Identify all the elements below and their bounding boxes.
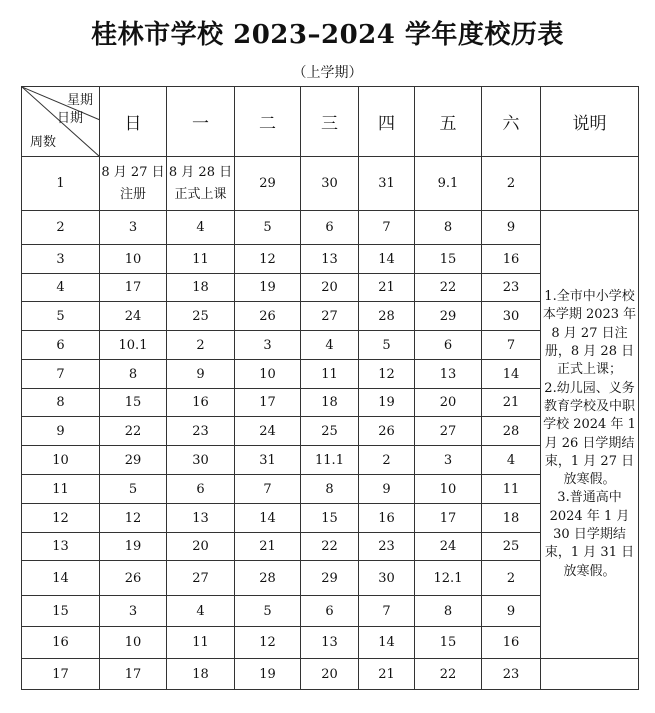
week-number-cell: 5 [22, 302, 100, 331]
date-cell: 6 [415, 331, 482, 360]
week-number-cell: 2 [22, 211, 100, 245]
date-cell: 17 [235, 389, 301, 417]
date-cell: 22 [301, 533, 359, 561]
date-cell: 16 [167, 389, 235, 417]
date-cell: 26 [100, 561, 167, 596]
week-number-cell: 12 [22, 504, 100, 533]
date-cell: 18 [301, 389, 359, 417]
table-row [22, 211, 639, 245]
week-number-cell: 7 [22, 360, 100, 389]
date-cell: 3 [235, 331, 301, 360]
date-cell: 4 [167, 211, 235, 245]
date-cell: 6 [167, 475, 235, 504]
notes-empty-cell [541, 659, 639, 690]
date-cell: 30 [301, 157, 359, 211]
date-cell: 9 [359, 475, 415, 504]
date-cell: 17 [100, 659, 167, 690]
date-cell: 6 [301, 211, 359, 245]
date-cell: 19 [235, 274, 301, 302]
date-cell: 20 [301, 274, 359, 302]
date-cell: 17 [415, 504, 482, 533]
date-cell: 26 [235, 302, 301, 331]
date-cell: 21 [482, 389, 541, 417]
week-number-cell: 15 [22, 596, 100, 627]
date-cell: 10 [100, 627, 167, 659]
date-cell: 28 [359, 302, 415, 331]
date-cell: 13 [415, 360, 482, 389]
date-cell: 25 [167, 302, 235, 331]
date-cell: 15 [301, 504, 359, 533]
date-cell: 15 [415, 245, 482, 274]
date-cell: 13 [301, 627, 359, 659]
date-cell: 11 [167, 245, 235, 274]
date-cell: 26 [359, 417, 415, 446]
date-cell: 24 [235, 417, 301, 446]
header-saturday: 六 [482, 87, 541, 157]
week-number-cell: 13 [22, 533, 100, 561]
date-cell: 29 [301, 561, 359, 596]
date-cell: 12 [100, 504, 167, 533]
week-number-cell: 14 [22, 561, 100, 596]
date-cell: 17 [100, 274, 167, 302]
header-thursday: 四 [359, 87, 415, 157]
note-item: 2.幼儿园、义务教育学校及中职学校 2024 年 1 月 26 日学期结束，1 月 27 日放寒假。 [543, 380, 636, 488]
date-cell: 28 [235, 561, 301, 596]
date-cell: 8 [100, 360, 167, 389]
date-cell: 10 [235, 360, 301, 389]
date-cell: 12.1 [415, 561, 482, 596]
date-cell: 14 [359, 245, 415, 274]
date-cell: 22 [415, 659, 482, 690]
page-title: 桂林市学校 2023–2024 学年度校历表 [91, 20, 564, 50]
header-tuesday: 二 [235, 87, 301, 157]
date-cell: 3 [415, 446, 482, 475]
date-cell: 4 [167, 596, 235, 627]
date-cell: 31 [235, 446, 301, 475]
date-cell: 19 [359, 389, 415, 417]
page-subtitle: （上学期） [292, 65, 363, 81]
date-cell: 31 [359, 157, 415, 211]
date-cell: 28 [482, 417, 541, 446]
week-number-cell: 8 [22, 389, 100, 417]
date-cell: 9.1 [415, 157, 482, 211]
date-cell: 24 [100, 302, 167, 331]
table-row [22, 157, 639, 211]
date-cell: 6 [301, 596, 359, 627]
notes-empty-cell [541, 157, 639, 211]
week-number-cell: 11 [22, 475, 100, 504]
date-cell: 23 [482, 659, 541, 690]
date-cell: 22 [415, 274, 482, 302]
date-cell: 4 [482, 446, 541, 475]
date-cell: 25 [482, 533, 541, 561]
date-cell: 12 [235, 245, 301, 274]
date-cell: 5 [235, 596, 301, 627]
date-cell: 21 [359, 659, 415, 690]
date-cell: 30 [359, 561, 415, 596]
corner-label-weekday: 星期 [66, 93, 93, 108]
date-cell: 27 [301, 302, 359, 331]
corner-header-cell [22, 87, 100, 157]
date-cell: 2 [482, 561, 541, 596]
date-cell: 13 [167, 504, 235, 533]
school-calendar-table [21, 86, 639, 690]
date-cell: 29 [415, 302, 482, 331]
date-cell: 3 [100, 596, 167, 627]
header-row [22, 87, 639, 157]
week-number-cell: 17 [22, 659, 100, 690]
header-sunday: 日 [100, 87, 167, 157]
date-cell: 29 [100, 446, 167, 475]
date-cell: 27 [415, 417, 482, 446]
week-number-cell: 3 [22, 245, 100, 274]
notes-cell [541, 211, 639, 659]
date-cell: 11.1 [301, 446, 359, 475]
date-cell: 16 [359, 504, 415, 533]
date-cell: 9 [167, 360, 235, 389]
date-cell: 19 [100, 533, 167, 561]
date-cell: 7 [235, 475, 301, 504]
date-cell: 8 [301, 475, 359, 504]
date-cell: 7 [359, 211, 415, 245]
date-cell: 23 [167, 417, 235, 446]
corner-label-date: 日期 [56, 111, 83, 126]
week-number-cell: 6 [22, 331, 100, 360]
date-cell: 8 月 28 日 正式上课 [167, 157, 235, 211]
date-cell: 10.1 [100, 331, 167, 360]
date-cell: 14 [235, 504, 301, 533]
week-number-cell: 1 [22, 157, 100, 211]
date-cell: 3 [100, 211, 167, 245]
week-number-cell: 4 [22, 274, 100, 302]
date-cell: 29 [235, 157, 301, 211]
date-cell: 2 [359, 446, 415, 475]
date-cell: 10 [415, 475, 482, 504]
date-cell: 21 [359, 274, 415, 302]
date-cell: 7 [359, 596, 415, 627]
date-cell: 14 [359, 627, 415, 659]
date-cell: 30 [482, 302, 541, 331]
header-notes: 说明 [541, 87, 639, 157]
date-cell: 23 [482, 274, 541, 302]
date-cell: 4 [301, 331, 359, 360]
date-cell: 14 [482, 360, 541, 389]
header-monday: 一 [167, 87, 235, 157]
date-cell: 15 [100, 389, 167, 417]
date-cell: 20 [415, 389, 482, 417]
date-cell: 2 [167, 331, 235, 360]
date-cell: 2 [482, 157, 541, 211]
date-cell: 11 [482, 475, 541, 504]
date-cell: 12 [235, 627, 301, 659]
date-cell: 30 [167, 446, 235, 475]
week-number-cell: 10 [22, 446, 100, 475]
date-cell: 13 [301, 245, 359, 274]
date-cell: 23 [359, 533, 415, 561]
date-cell: 16 [482, 627, 541, 659]
date-cell: 8 [415, 211, 482, 245]
corner-label-week-number: 周数 [30, 135, 57, 150]
header-wednesday: 三 [301, 87, 359, 157]
date-cell: 16 [482, 245, 541, 274]
date-cell: 15 [415, 627, 482, 659]
date-cell: 11 [301, 360, 359, 389]
header-friday: 五 [415, 87, 482, 157]
date-cell: 5 [100, 475, 167, 504]
date-cell: 8 月 27 日 注册 [100, 157, 167, 211]
date-cell: 5 [235, 211, 301, 245]
date-cell: 9 [482, 211, 541, 245]
date-cell: 18 [167, 274, 235, 302]
date-cell: 22 [100, 417, 167, 446]
date-cell: 27 [167, 561, 235, 596]
date-cell: 12 [359, 360, 415, 389]
date-cell: 25 [301, 417, 359, 446]
date-cell: 10 [100, 245, 167, 274]
note-item: 1.全市中小学校本学期 2023 年 8 月 27 日注册，8 月 28 日正式上课； [542, 289, 637, 378]
date-cell: 20 [167, 533, 235, 561]
table-row [22, 659, 639, 690]
date-cell: 18 [167, 659, 235, 690]
date-cell: 18 [482, 504, 541, 533]
date-cell: 21 [235, 533, 301, 561]
date-cell: 24 [415, 533, 482, 561]
date-cell: 7 [482, 331, 541, 360]
week-number-cell: 16 [22, 627, 100, 659]
date-cell: 19 [235, 659, 301, 690]
date-cell: 11 [167, 627, 235, 659]
week-number-cell: 9 [22, 417, 100, 446]
note-item: 3.普通高中 2024 年 1 月 30 日学期结束，1 月 31 日放寒假。 [544, 490, 635, 579]
date-cell: 8 [415, 596, 482, 627]
date-cell: 5 [359, 331, 415, 360]
date-cell: 20 [301, 659, 359, 690]
date-cell: 9 [482, 596, 541, 627]
